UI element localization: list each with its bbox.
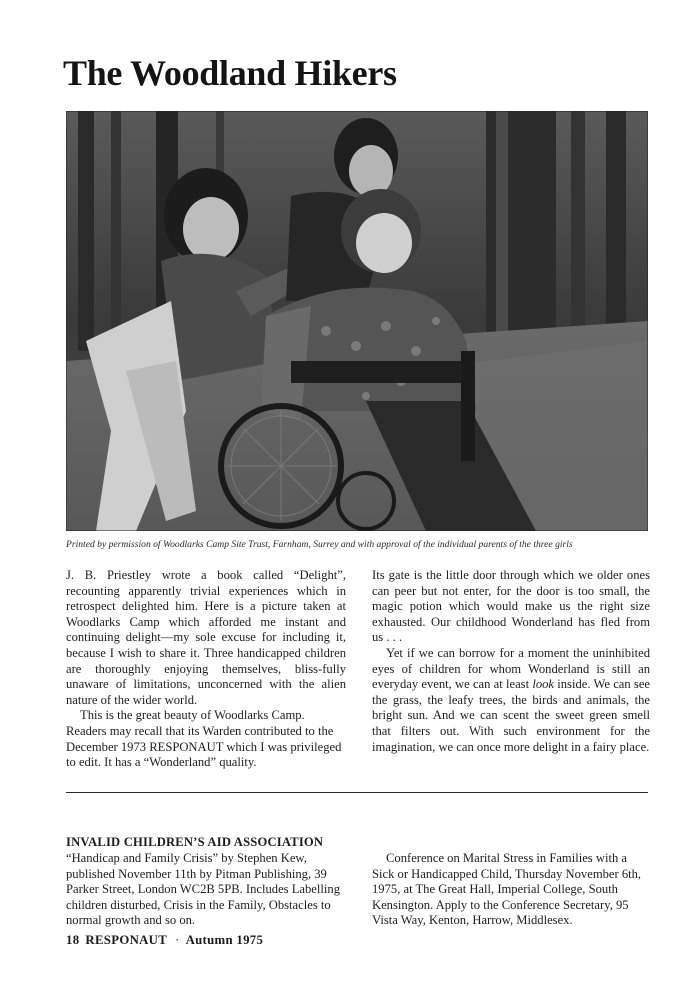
article-paragraph: [372, 646, 650, 755]
notice-text: Conference on Marital Stress in Families with a Sick or Handicapped Child, Thursday November 6th, 1975, at The Great Hall, Imperial College, South Kensington. Apply to the Conference Secretary, 95 Vista Way, Kenton, Harrow, Middlesex.: [372, 851, 642, 928]
article-column-right: [372, 568, 650, 755]
notice-heading: INVALID CHILDREN’S AID ASSOCIATION: [66, 835, 324, 849]
section-divider: [66, 792, 648, 793]
page-title: The Woodland Hikers: [63, 53, 397, 93]
article-column-left: [66, 568, 346, 771]
notice-text: “Handicap and Family Crisis” by Stephen Kew, published November 11th by Pitman Publishing, 39 Parker Street, London WC2B 5PB. Includes Labelling children disturbed, Crisis in the Family, Obstacles to normal growth and so on.: [66, 851, 340, 928]
article-paragraph: This is the great beauty of Woodlarks Camp. Readers may recall that its Warden contributed to the December 1973 RESPONAUT which I was privileged to edit. It has a “Wonderland” quality.: [66, 708, 342, 770]
page-footer: [66, 933, 269, 948]
article-paragraph: Its gate is the little door through which we older ones can peer but not enter, for the door is too small, the magic potion which would make us the right size exhausted. Our childhood Wonderland has fled from us . . .: [372, 568, 650, 645]
emphasis-text: look: [532, 677, 555, 692]
photo-caption: Printed by permission of Woodlarks Camp Site Trust, Farnham, Surrey and with approval of the individual parents of the three girls: [66, 539, 573, 550]
magazine-name: RESPONAUT: [85, 933, 168, 947]
notice-right: [372, 851, 650, 929]
article-paragraph: J. B. Priestley wrote a book called “Delight”, recounting apparently trivial experiences which in retrospect delighted him. Here is a picture taken at Woodlarks Camp which afforded me instant and continuing delight—my sole excuse for including it, because I wish to share it. Three handicapped children are thoroughly enjoying themselves, bliss-fully unaware of limitations, unconcerned with the alien nature of the wider world.: [66, 568, 346, 707]
notice-left: [66, 851, 346, 929]
footer-separator: ·: [175, 933, 180, 947]
issue-label: Autumn 1975: [185, 933, 264, 947]
woodland-photo: [66, 111, 648, 531]
article-text: Yet if we can borrow for a moment the uninhibited eyes of children for whom Wonderland is still an everyday event, we can at least: [372, 645, 650, 692]
article-text: inside. We can see the grass, the leafy trees, the birds and animals, the bright sun. And we can scent the sweet green smell that filters out. With such environment for the imagination, we can once more delight in a fairy place.: [372, 677, 650, 754]
page-number: 18: [66, 933, 80, 947]
photo-icon: [66, 111, 648, 531]
